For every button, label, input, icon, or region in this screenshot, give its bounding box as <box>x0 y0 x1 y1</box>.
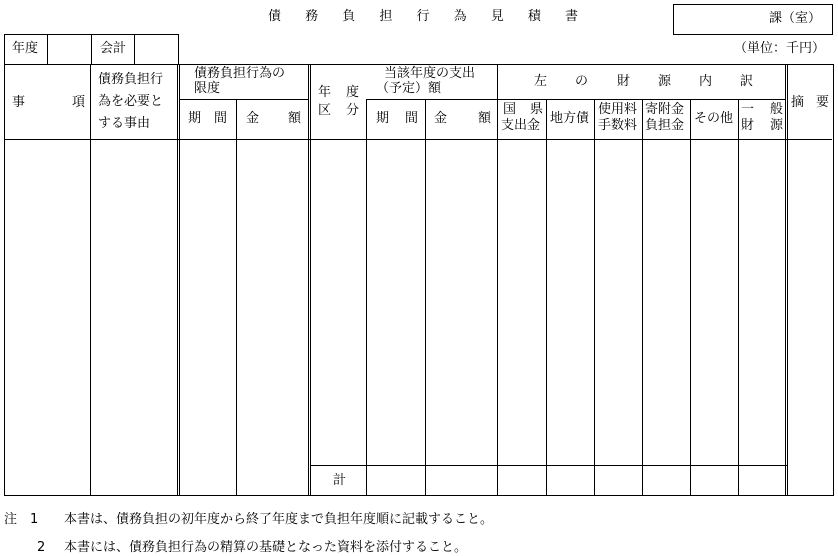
section-label: 課（室） <box>769 11 822 26</box>
nendo-kubun-1: 年 <box>318 85 332 100</box>
nendo-kubun-body[interactable] <box>311 140 366 465</box>
kifukin-header-1: 寄附金 <box>645 102 685 117</box>
zaigen-header-1: 左 <box>534 74 548 89</box>
kingaku-body[interactable] <box>237 140 308 494</box>
total-label: 計 <box>333 473 347 488</box>
shiyouryou-header-1: 使用料 <box>598 102 638 117</box>
limit-header-1: 債務負担行為の <box>194 66 286 81</box>
jikou-body[interactable] <box>5 140 90 494</box>
note-2-num: 2 <box>37 540 46 555</box>
shiyouryou-header-2: 手数料 <box>598 118 638 133</box>
zaigen-header-6: 訳 <box>740 74 754 89</box>
note-2-text: 本書には、債務負担行為の精算の基礎となった資料を添付すること。 <box>64 540 468 555</box>
nendo-input[interactable] <box>48 35 90 63</box>
reason-body[interactable] <box>91 140 177 494</box>
chihousai-header: 地方債 <box>550 111 590 126</box>
kikan2-header-1: 期 <box>376 111 390 126</box>
kingaku2-body[interactable] <box>426 140 497 465</box>
kingaku2-header-2: 額 <box>478 111 492 126</box>
kikan2-body[interactable] <box>367 140 425 465</box>
ippan-header-4: 源 <box>770 118 784 133</box>
current-header-1: 当該年度の支出 <box>384 66 476 81</box>
tekiyou-header-1: 摘 <box>791 95 805 110</box>
unit-label: （単位：千円） <box>734 41 826 56</box>
reason-header-2: 為を必要と <box>98 94 164 109</box>
tekiyou-body[interactable] <box>788 140 832 465</box>
reason-header-1: 債務負担行 <box>98 72 164 87</box>
note-1-text: 本書は、債務負担の初年度から終了年度まで負担年度順に記載すること。 <box>64 512 494 527</box>
ippan-header-3: 財 <box>741 118 755 133</box>
ippan-header-2: 般 <box>770 102 784 117</box>
kikan-header-2: 間 <box>214 111 228 126</box>
kokken-header-2: 県 <box>530 102 544 117</box>
nendo-kubun-2: 度 <box>346 85 360 100</box>
document-title: 債 務 負 担 行 為 見 積 書 <box>268 9 589 24</box>
kikan-header-1: 期 <box>188 111 202 126</box>
kifukin-header-2: 負担金 <box>645 118 685 133</box>
ippan-header-1: 一 <box>741 102 755 117</box>
note-1-num: 注 1 <box>4 512 39 527</box>
jikou-header-1: 事 <box>12 95 26 110</box>
zaigen-header-4: 源 <box>658 74 672 89</box>
kaikei-label: 会計 <box>100 41 127 56</box>
nendo-kubun-4: 分 <box>346 103 360 118</box>
tekiyou-header-2: 要 <box>816 95 830 110</box>
jikou-header-2: 項 <box>72 95 86 110</box>
nendo-label: 年度 <box>12 41 39 56</box>
zaigen-header-5: 内 <box>699 74 713 89</box>
sonota-header: その他 <box>694 111 734 126</box>
kaikei-input[interactable] <box>135 35 177 63</box>
zaigen-header-3: 財 <box>617 74 631 89</box>
kingaku-header-1: 金 <box>246 111 260 126</box>
kokken-header-1: 国 <box>503 102 517 117</box>
zaigen-header-2: の <box>575 74 589 89</box>
limit-header-2: 限度 <box>194 81 221 96</box>
nendo-kubun-3: 区 <box>318 103 332 118</box>
reason-header-3: する事由 <box>98 116 151 131</box>
kingaku-header-2: 額 <box>288 111 302 126</box>
kokken-header-3: 支出金 <box>501 118 541 133</box>
kikan-body[interactable] <box>180 140 236 494</box>
kingaku2-header-1: 金 <box>434 111 448 126</box>
kikan2-header-2: 間 <box>405 111 419 126</box>
current-header-2: （予定）額 <box>376 81 442 96</box>
